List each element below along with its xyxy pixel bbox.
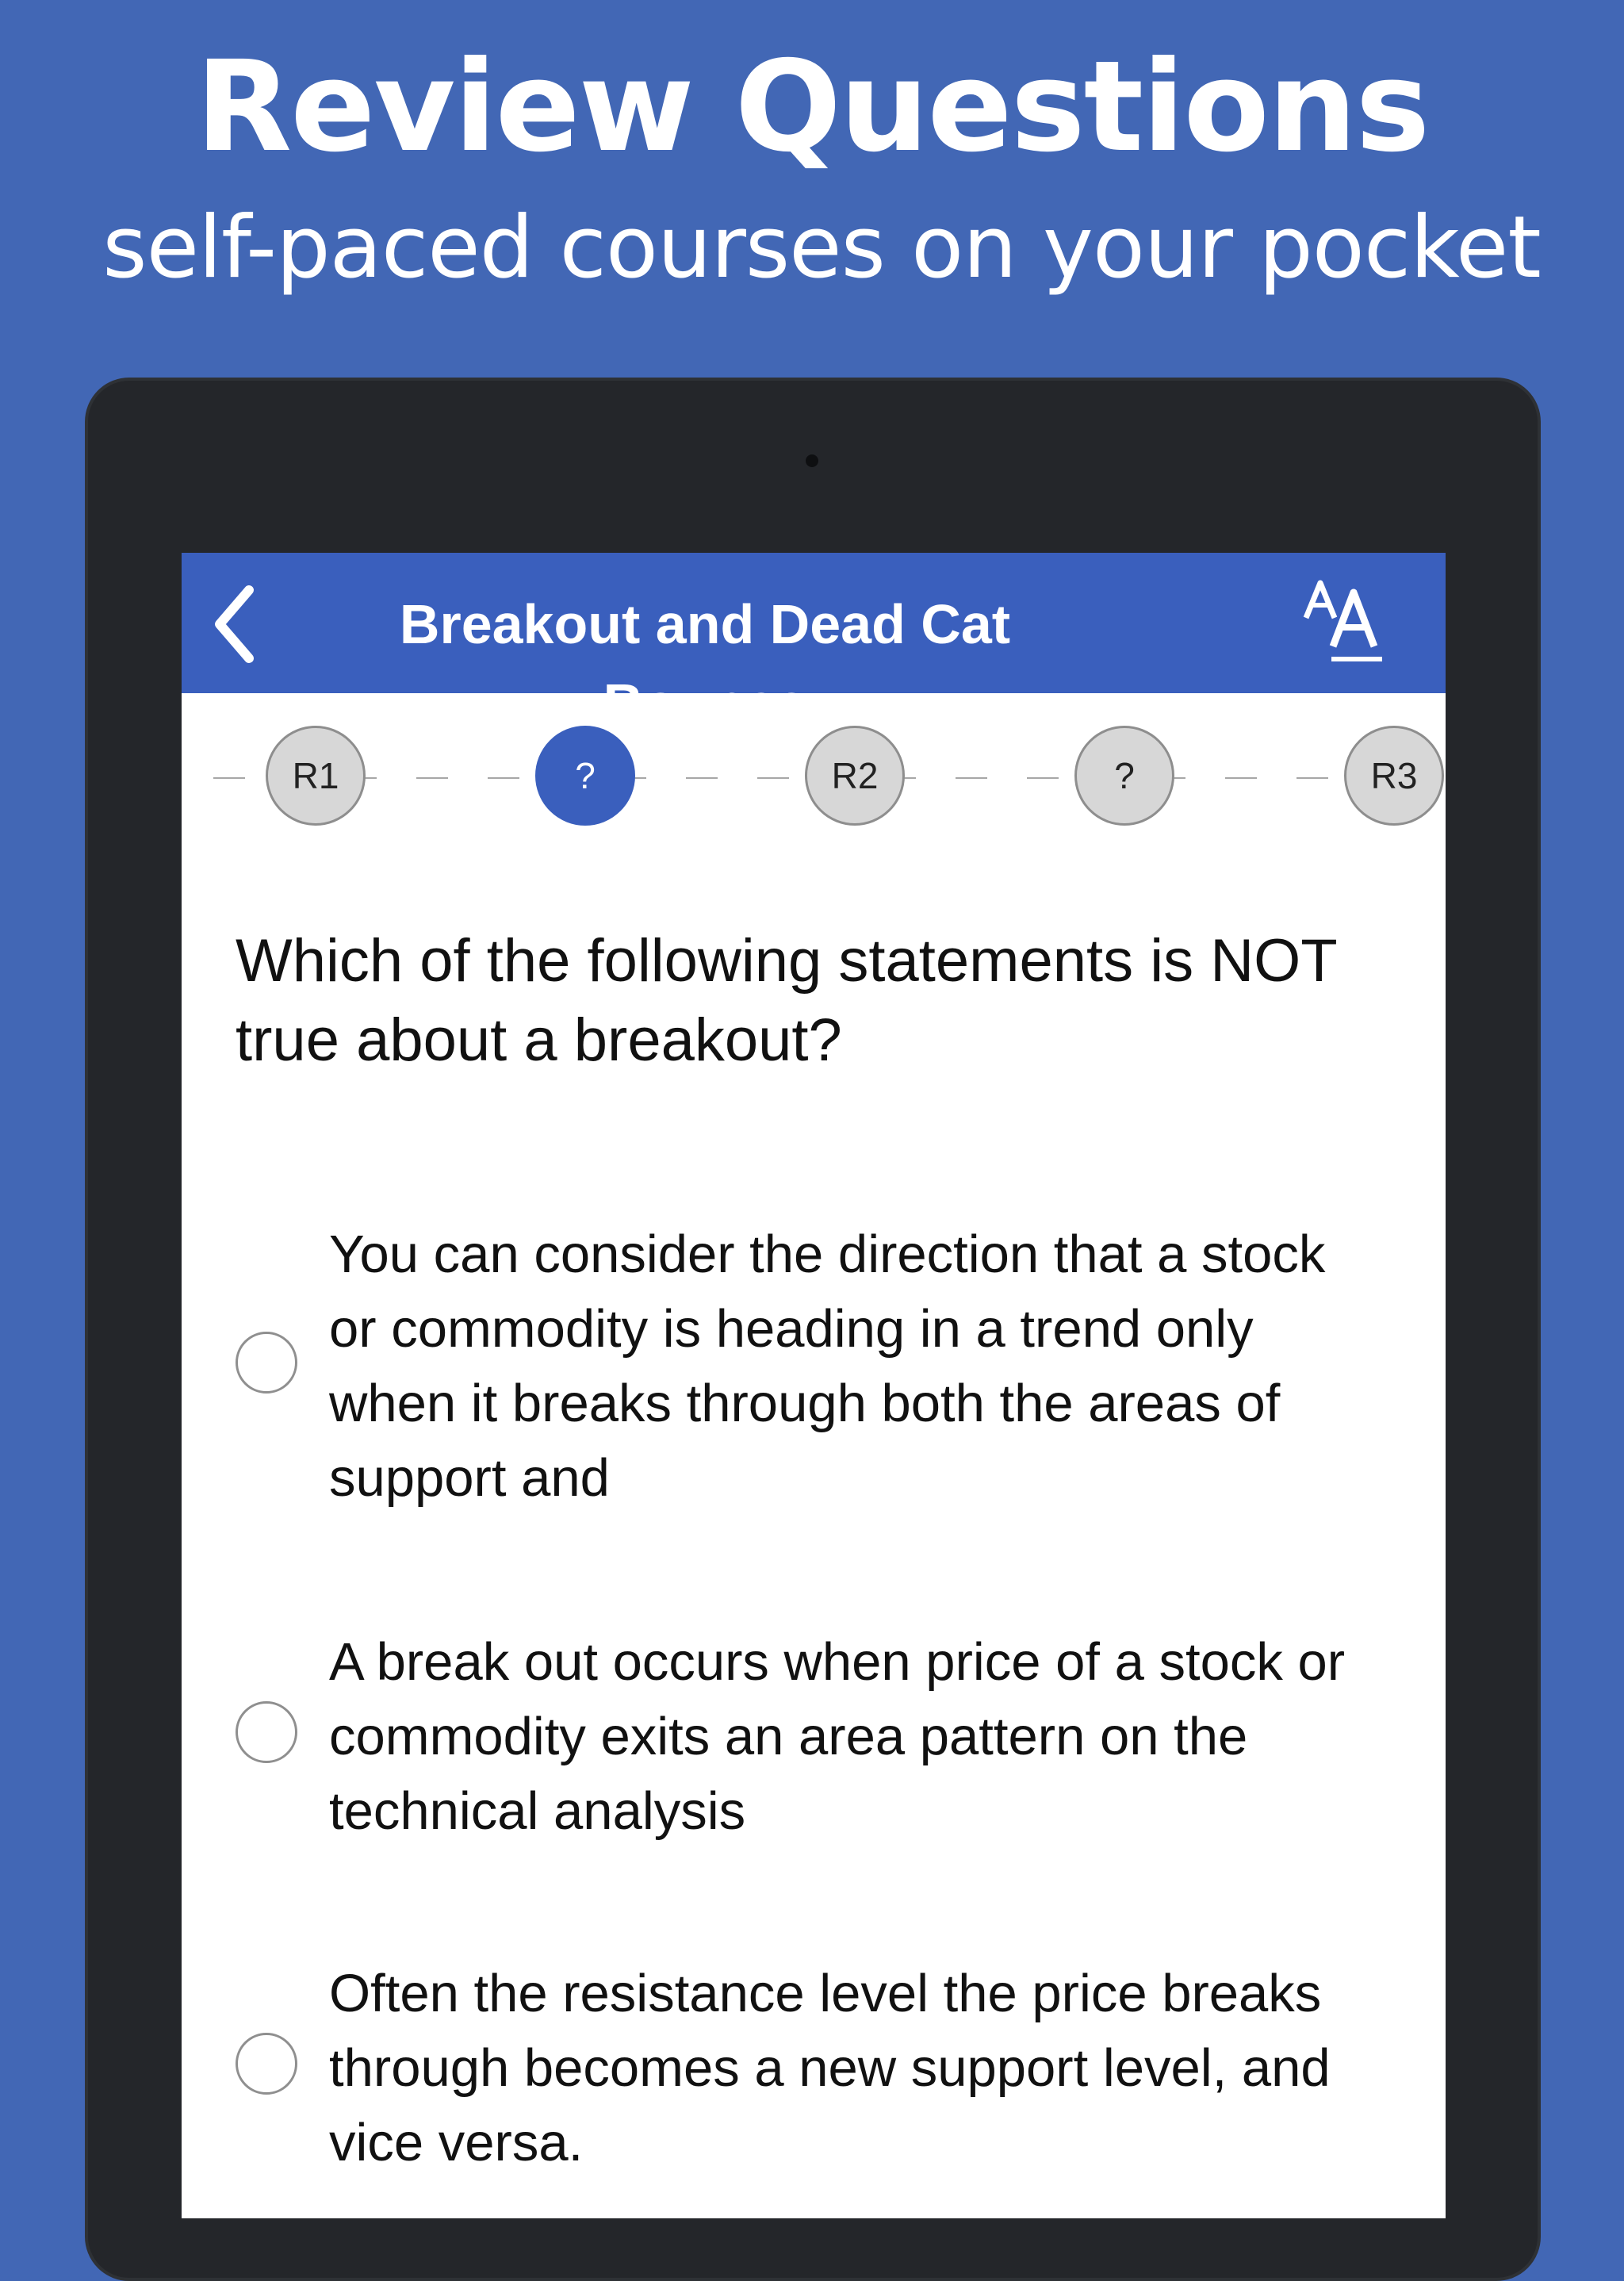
radio-button[interactable] [236, 1332, 297, 1394]
back-button[interactable] [205, 581, 285, 668]
font-size-button[interactable] [1300, 577, 1411, 672]
step-connector [757, 777, 789, 779]
promo-subtitle: self-paced courses on your pocket [102, 198, 1541, 297]
step-connector [956, 777, 987, 779]
step-r1[interactable]: R1 [266, 726, 366, 826]
page-title: Breakout and Dead Cat Bounce [399, 593, 1011, 734]
answer-option[interactable] [236, 1217, 1393, 1519]
step-question-2[interactable]: ? [1074, 726, 1174, 826]
progress-steps [182, 726, 1446, 829]
step-connector [416, 777, 448, 779]
radio-button[interactable] [236, 1701, 297, 1763]
promo-title: Review Questions [195, 34, 1429, 180]
camera-icon [806, 454, 818, 467]
step-connector [488, 777, 519, 779]
answer-option-text: A break out occurs when price of a stock or commodity exits an area pattern on the technical analysis [329, 1632, 1346, 1841]
answer-option[interactable] [236, 1957, 1393, 2187]
answer-option[interactable] [236, 1625, 1393, 1855]
step-r2[interactable]: R2 [805, 726, 905, 826]
answer-option-text: You can consider the direction that a stock or commodity is heading in a trend only when it breaks through both the areas of support and [329, 1225, 1326, 1508]
app-screen [182, 553, 1446, 2218]
step-connector [1027, 777, 1059, 779]
text-size-icon [1300, 577, 1411, 672]
question-text: Which of the following statements is NOT true about a breakout? [236, 927, 1337, 1074]
step-connector [1297, 777, 1328, 779]
step-connector [213, 777, 245, 779]
step-r3[interactable]: R3 [1344, 726, 1444, 826]
step-connector [686, 777, 718, 779]
radio-button[interactable] [236, 2033, 297, 2095]
chevron-left-icon [205, 581, 285, 668]
answer-option-text: Often the resistance level the price breaks through becomes a new support level, and vice versa. [329, 1964, 1331, 2172]
nav-bar [182, 553, 1446, 734]
step-connector [1225, 777, 1257, 779]
step-question-1[interactable]: ? [535, 726, 635, 826]
